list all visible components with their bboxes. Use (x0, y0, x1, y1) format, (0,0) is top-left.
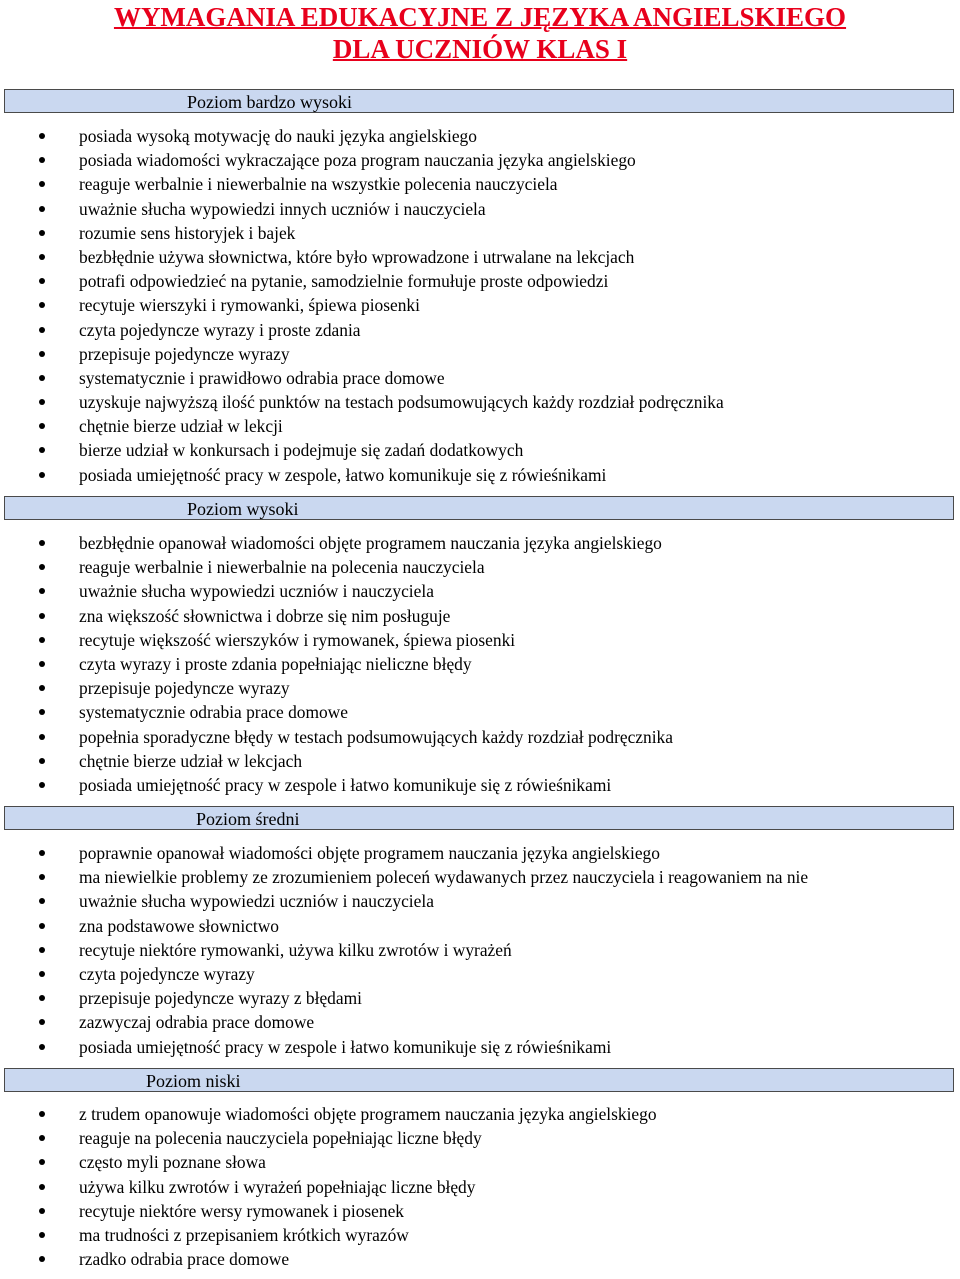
list-item-text: bezbłędnie opanował wiadomości objęte programem nauczania języka angielskiego (79, 533, 662, 553)
bullet-icon (39, 302, 45, 308)
bullet-icon (39, 278, 45, 284)
bullet-icon (39, 1111, 45, 1117)
list-item (0, 773, 960, 797)
list-item-text: posiada umiejętność pracy w zespole i łatwo komunikuje się z rówieśnikami (79, 774, 612, 795)
list-item-text: posiada umiejętność pracy w zespole, łatwo komunikuje się z rówieśnikami (79, 464, 607, 485)
bullet-icon (39, 206, 45, 212)
list-item (0, 749, 960, 773)
bullet-icon (39, 423, 45, 429)
list-item (0, 628, 960, 652)
bullet-icon (39, 874, 45, 880)
bullet-icon (39, 1184, 45, 1190)
list-item-text: bezbłędnie używa słownictwa, które było wprowadzone i utrwalane na lekcjach (79, 246, 635, 267)
bullet-icon (39, 1019, 45, 1025)
list-item (0, 1175, 960, 1199)
list-item-text: często myli poznane słowa (79, 1152, 266, 1173)
list-item (0, 342, 960, 366)
bullet-icon (39, 709, 45, 715)
bullet-icon (39, 230, 45, 236)
list-item-text: zazwyczaj odrabia prace domowe (79, 1012, 315, 1033)
bullet-icon (39, 947, 45, 953)
list-item-text: reaguje werbalnie i niewerbalnie na wszystkie polecenia nauczyciela (79, 174, 558, 195)
requirements-list-wysoki (0, 531, 960, 797)
section-header-bardzo-wysoki (4, 89, 954, 113)
list-item-text: przepisuje pojedyncze wyrazy z błędami (79, 988, 362, 1009)
bullet-icon (39, 564, 45, 570)
bullet-icon (39, 1208, 45, 1214)
bullet-icon (39, 540, 45, 546)
list-item (0, 676, 960, 700)
list-item-text: rozumie sens historyjek i bajek (79, 222, 296, 243)
list-item (0, 865, 960, 889)
requirements-list-sredni (0, 841, 960, 1059)
list-item-text: posiada wiadomości wykraczające poza program nauczania języka angielskiego (79, 150, 636, 171)
list-item-text: recytuje niektóre wersy rymowanek i piosenek (79, 1200, 404, 1221)
bullet-icon (39, 734, 45, 740)
list-item-text: recytuje większość wierszyków i rymowanek, śpiewa piosenki (79, 629, 516, 650)
list-item-text: z trudem opanowuje wiadomości objęte programem nauczania języka angielskiego (79, 1104, 657, 1124)
bullet-icon (39, 375, 45, 381)
bullet-icon (39, 181, 45, 187)
bullet-icon (39, 1232, 45, 1238)
bullet-icon (39, 971, 45, 977)
bullet-icon (39, 637, 45, 643)
list-item-text: przepisuje pojedyncze wyrazy (79, 678, 290, 699)
title-line-1: WYMAGANIA EDUKACYJNE Z JĘZYKA ANGIELSKIEGO (113, 2, 847, 32)
bullet-icon (39, 613, 45, 619)
list-item-text: systematycznie odrabia prace domowe (79, 702, 348, 723)
section-heading: Poziom średni (196, 809, 300, 829)
list-item (0, 318, 960, 342)
list-item (0, 148, 960, 172)
list-item-text: posiada umiejętność pracy w zespole i łatwo komunikuje się z rówieśnikami (79, 1036, 612, 1057)
list-item (0, 269, 960, 293)
list-item-text: poprawnie opanował wiadomości objęte programem nauczania języka angielskiego (79, 843, 660, 863)
bullet-icon (39, 472, 45, 478)
requirements-list-niski (0, 1102, 960, 1271)
list-item-text: uważnie słucha wypowiedzi uczniów i nauczyciela (79, 581, 434, 602)
list-item (0, 962, 960, 986)
list-item (0, 293, 960, 317)
bullet-icon (39, 758, 45, 764)
list-item (0, 1247, 960, 1271)
bullet-icon (39, 327, 45, 333)
section-header-wysoki (4, 496, 954, 520)
bullet-icon (39, 995, 45, 1001)
bullet-icon (39, 447, 45, 453)
list-item-text: używa kilku zwrotów i wyrażeń popełniając liczne błędy (79, 1176, 476, 1197)
title-line-2: DLA UCZNIÓW KLAS I (332, 34, 628, 64)
list-item-text: chętnie bierze udział w lekcjach (79, 750, 303, 771)
list-item (0, 531, 960, 555)
bullet-icon (39, 782, 45, 788)
requirements-list-bardzo-wysoki (0, 124, 960, 487)
list-item (0, 555, 960, 579)
list-item (0, 438, 960, 462)
bullet-icon (39, 661, 45, 667)
list-item-text: czyta pojedyncze wyrazy i proste zdania (79, 319, 361, 340)
list-item-text: uzyskuje najwyższą ilość punktów na testach podsumowujących każdy rozdział podręcznika (79, 392, 724, 413)
list-item-text: zna podstawowe słownictwo (79, 915, 279, 936)
list-item (0, 1150, 960, 1174)
list-item (0, 579, 960, 603)
section-heading: Poziom niski (146, 1071, 241, 1091)
list-item (0, 172, 960, 196)
bullet-icon (39, 898, 45, 904)
list-item (0, 390, 960, 414)
bullet-icon (39, 1135, 45, 1141)
section-heading: Poziom bardzo wysoki (187, 92, 352, 112)
list-item-text: czyta pojedyncze wyrazy (79, 963, 255, 984)
list-item-text: ma niewielkie problemy ze zrozumieniem poleceń wydawanych przez nauczyciela i reagowaniem na nie (79, 867, 809, 888)
list-item-text: recytuje niektóre rymowanki, używa kilku zwrotów i wyrażeń (79, 939, 512, 960)
bullet-icon (39, 588, 45, 594)
list-item-text: zna większość słownictwa i dobrze się nim posługuje (79, 605, 451, 626)
section-header-niski (4, 1068, 954, 1092)
list-item (0, 197, 960, 221)
list-item (0, 1223, 960, 1247)
list-item-text: posiada wysoką motywację do nauki języka angielskiego (79, 126, 477, 146)
list-item-text: reaguje werbalnie i niewerbalnie na polecenia nauczyciela (79, 557, 485, 578)
list-item-text: bierze udział w konkursach i podejmuje się zadań dodatkowych (79, 440, 524, 461)
bullet-icon (39, 254, 45, 260)
list-item-text: przepisuje pojedyncze wyrazy (79, 343, 290, 364)
list-item-text: systematycznie i prawidłowo odrabia prace domowe (79, 367, 445, 388)
list-item (0, 366, 960, 390)
list-item-text: czyta wyrazy i proste zdania popełniając nieliczne błędy (79, 653, 472, 674)
bullet-icon (39, 399, 45, 405)
section-heading: Poziom wysoki (187, 499, 299, 519)
list-item (0, 245, 960, 269)
list-item (0, 414, 960, 438)
list-item (0, 221, 960, 245)
list-item-text: ma trudności z przepisaniem krótkich wyrazów (79, 1224, 409, 1245)
document-title (0, 0, 960, 65)
bullet-icon (39, 1044, 45, 1050)
bullet-icon (39, 133, 45, 139)
list-item-text: rzadko odrabia prace domowe (79, 1249, 290, 1270)
list-item (0, 700, 960, 724)
list-item (0, 1010, 960, 1034)
bullet-icon (39, 351, 45, 357)
bullet-icon (39, 1159, 45, 1165)
list-item (0, 124, 960, 148)
section-header-sredni (4, 806, 954, 830)
list-item (0, 889, 960, 913)
list-item-text: recytuje wierszyki i rymowanki, śpiewa piosenki (79, 295, 420, 316)
list-item (0, 1102, 960, 1126)
list-item-text: uważnie słucha wypowiedzi innych uczniów i nauczyciela (79, 198, 486, 219)
list-item-text: popełnia sporadyczne błędy w testach podsumowujących każdy rozdział podręcznika (79, 726, 673, 747)
list-item (0, 841, 960, 865)
list-item (0, 463, 960, 487)
list-item-text: uważnie słucha wypowiedzi uczniów i nauczyciela (79, 891, 434, 912)
list-item (0, 1199, 960, 1223)
bullet-icon (39, 1256, 45, 1262)
bullet-icon (39, 685, 45, 691)
bullet-icon (39, 157, 45, 163)
list-item (0, 604, 960, 628)
bullet-icon (39, 850, 45, 856)
list-item (0, 652, 960, 676)
bullet-icon (39, 923, 45, 929)
list-item (0, 914, 960, 938)
list-item (0, 938, 960, 962)
list-item-text: chętnie bierze udział w lekcji (79, 416, 283, 437)
list-item (0, 1035, 960, 1059)
list-item (0, 725, 960, 749)
list-item-text: potrafi odpowiedzieć na pytanie, samodzielnie formułuje proste odpowiedzi (79, 271, 609, 292)
list-item (0, 986, 960, 1010)
list-item (0, 1126, 960, 1150)
list-item-text: reaguje na polecenia nauczyciela popełniając liczne błędy (79, 1128, 482, 1149)
